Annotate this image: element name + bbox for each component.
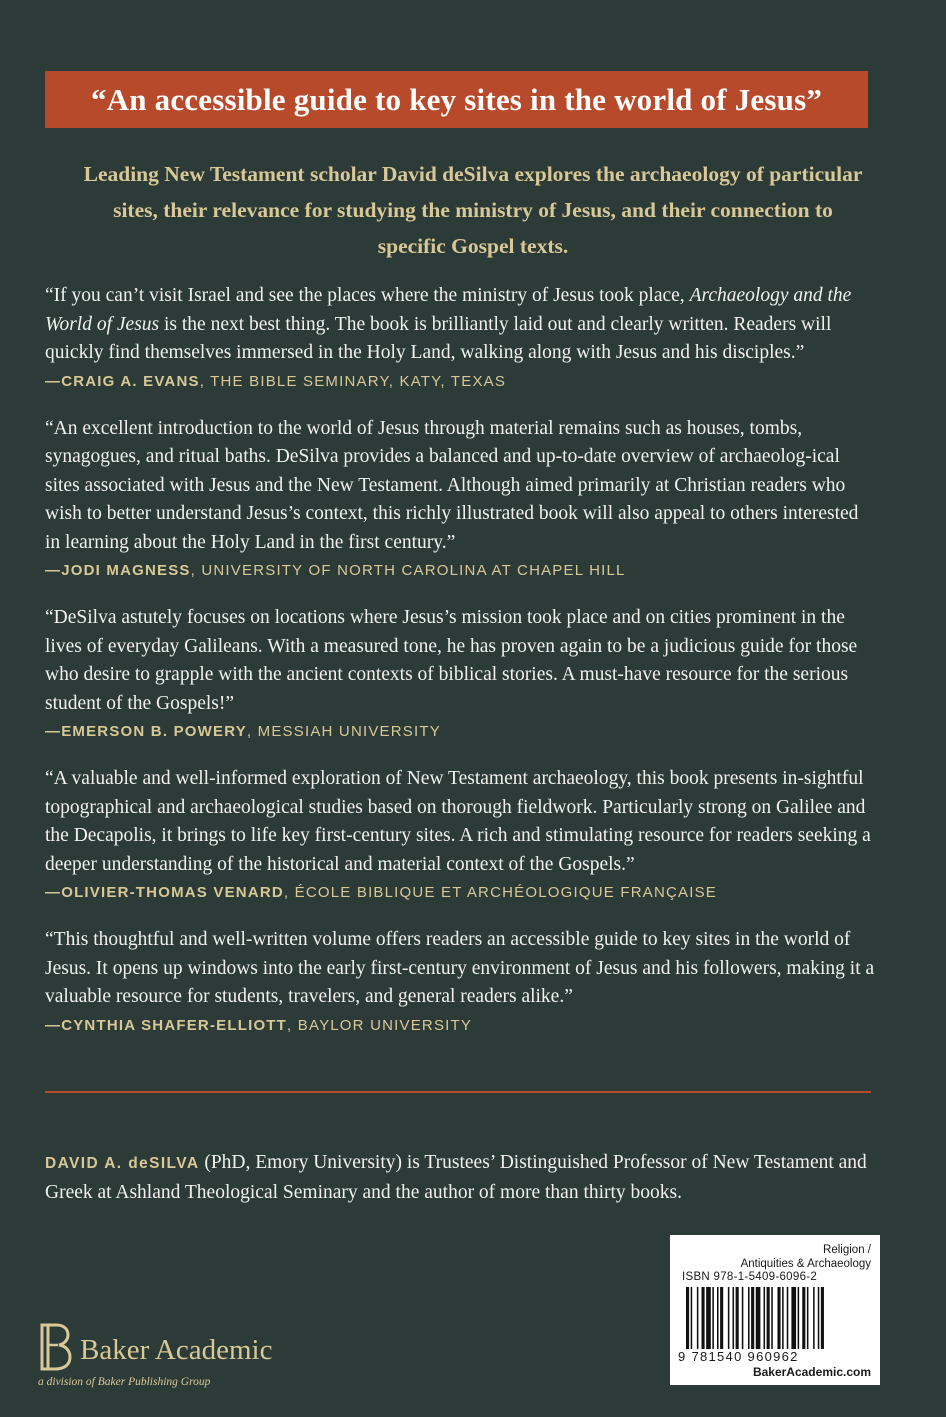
barcode-stripe [771,1287,773,1349]
endorser-affiliation: , ÉCOLE BIBLIQUE ET ARCHÉOLOGIQUE FRANÇAISE [283,884,717,901]
endorser-affiliation: , UNIVERSITY OF NORTH CAROLINA AT CHAPEL HILL [190,562,626,579]
barcode-stripe [802,1287,805,1349]
barcode-stripe [706,1287,711,1349]
tagline-banner [45,71,868,128]
barcode-stripe [813,1287,815,1349]
author-name: DAVID A. deSILVA [45,1155,200,1172]
barcode-stripe [686,1287,689,1349]
publisher-subtitle: a division of Baker Publishing Group [38,1376,211,1388]
endorsement-quote: “If you can’t visit Israel and see the places where the ministry of Jesus took place, Archaeology and the World of Jesus is the next best thing. The book is brilliantly laid out and clearly written. Readers will quickly find themselves immersed in the Holy Land, walking along with Jesus and his disciples.” [45,285,852,363]
barcode-stripe [777,1287,780,1349]
barcode-stripe [807,1287,809,1349]
publisher-website: BakerAcademic.com [752,1365,871,1379]
endorsement [45,926,875,1038]
barcode-stripe [798,1287,800,1349]
endorsement [45,415,875,584]
barcode-stripe [712,1287,714,1349]
endorser-affiliation: , MESSIAH UNIVERSITY [246,723,441,740]
barcode-digits: 9 781540 960962 [678,1349,799,1364]
barcode-stripe [728,1287,730,1349]
publisher-logo [38,1320,338,1395]
barcode-stripe [782,1287,784,1349]
category-label: Religion / Antiquities & Archaeology [740,1244,871,1270]
author-bio [45,1149,875,1207]
baker-b-logo-icon [38,1322,72,1372]
endorsement-attribution [45,559,875,583]
endorser-name: —CYNTHIA SHAFER-ELLIOTT [45,1016,288,1034]
endorsement-quote: “This thoughtful and well-written volume offers readers an accessible guide to key sites in the world of Jesus. It opens up windows into the early first-century environment of Jesus and his followers, making it a valuable resource for students, travelers, and general readers alike.” [45,929,875,1007]
endorsement-attribution [45,881,875,905]
endorsement [45,765,875,905]
endorsement-attribution [45,370,875,394]
barcode-stripe [720,1287,723,1349]
barcode-stripe [702,1287,705,1349]
endorsement-attribution [45,1014,875,1038]
barcode-stripe [742,1287,744,1349]
barcode-stripe [751,1287,754,1349]
endorsement-quote: “An excellent introduction to the world of Jesus through material remains such as houses, tombs, synagogues, and ritual baths. DeSilva provides a balanced and up-to-date overview of archaeolog-ical sites associated with Jesus and the New Testament. Although aimed primarily at Christian readers who wish to better understand Jesus’s context, this richly illustrated book will also appeal to others interested in learning about the Holy Land in the first century.” [45,417,859,553]
endorser-name: —EMERSON B. POWERY [45,723,247,740]
barcode-stripe [748,1287,750,1349]
endorsement-quote: “A valuable and well-informed exploration of New Testament archaeology, this book presents in-sightful topographical and archaeological studies based on thorough fieldwork. Particularly strong on Galilee and the Decapolis, it brings to life key first-century sites. A rich and stimulating resource for readers seeking a deeper understanding of the historical and material context of the Gospels.” [45,768,871,875]
barcode-image [686,1287,870,1349]
isbn-text: ISBN 978-1-5409-6096-2 [682,1271,818,1283]
tagline-text: “An accessible guide to key sites in the world of Jesus” [90,81,823,117]
barcode-panel [670,1235,880,1385]
endorsement [45,282,875,394]
author-bio-text: (PhD, Emory University) is Trustees’ Distinguished Professor of New Testament and Greek at Ashland Theological Seminary and the author of more than thirty books. [45,1152,867,1203]
book-title: Archaeology and the World of Jesus [45,285,852,335]
lead-description: Leading New Testament scholar David deSilva explores the archaeology of particular sites, their relevance for studying the ministry of Jesus, and their connection to specific Gospel texts. [83,162,863,258]
section-divider [45,1091,871,1093]
barcode-stripe [787,1287,789,1349]
barcode-stripe [767,1287,770,1349]
barcode-stripe [756,1287,761,1349]
endorser-name: —OLIVIER-THOMAS VENARD [45,884,284,901]
barcode-stripe [697,1287,699,1349]
endorser-name: —CRAIG A. EVANS [45,372,200,390]
endorser-affiliation: , THE BIBLE SEMINARY, KATY, TEXAS [199,372,507,390]
endorsement [45,604,875,744]
endorser-affiliation: , BAYLOR UNIVERSITY [287,1016,473,1034]
barcode-stripe [736,1287,739,1349]
barcode-stripe [818,1287,820,1349]
barcode-stripe [791,1287,796,1349]
barcode-stripe [764,1287,766,1349]
barcode-stripe [717,1287,719,1349]
endorsement-quote: “DeSilva astutely focuses on locations where Jesus’s mission took place and on cities prominent in the lives of everyday Galileans. With a measured tone, he has proven again to be a judicious guide for those who desire to grapple with the ancient contexts of biblical stories. A must-have resource for the serious student of the Gospels!” [45,607,858,714]
barcode-stripe [691,1287,693,1349]
endorser-name: —JODI MAGNESS [45,562,191,579]
barcode-stripe [821,1287,824,1349]
endorsement-attribution [45,720,875,744]
publisher-name: Baker Academic [80,1334,273,1366]
barcode-stripe [733,1287,735,1349]
endorsements-list [45,282,875,1059]
